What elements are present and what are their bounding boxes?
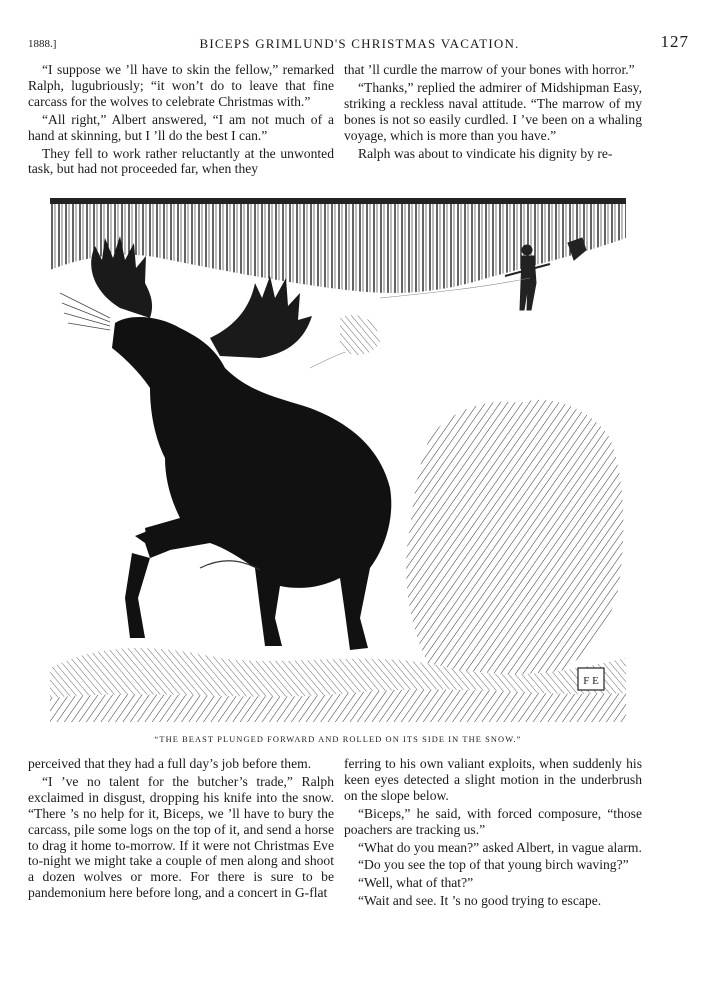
paragraph: “Biceps,” he said, with forced composure, “those poachers are tracking us.” [344, 805, 642, 837]
artist-monogram: F E [583, 675, 599, 687]
paragraph: “What do you mean?” asked Albert, in vague alarm. [358, 839, 642, 855]
paragraph: “All right,” Albert answered, “I am not much of a hand at skinning, but I ’ll do the best I can.” [28, 111, 334, 143]
paragraph: “Well, what of that?” [358, 875, 474, 891]
paragraph: They fell to work rather reluctantly at the unwonted task, but had not proceeded far, when they [28, 145, 334, 177]
paragraph: Ralph was about to vindicate his dignity by re- [358, 145, 613, 161]
running-head [28, 34, 691, 54]
moose [112, 317, 391, 650]
column-bottom-right [344, 756, 642, 911]
column-top-left [28, 62, 334, 179]
column-top-right [344, 62, 642, 163]
paragraph: “Wait and see. It ’s no good trying to escape. [358, 893, 602, 909]
illustration-caption: “THE BEAST PLUNGED FORWARD AND ROLLED ON ITS SIDE IN THE SNOW.” [154, 735, 522, 744]
paragraph: that ’ll curdle the marrow of your bones with horror.” [344, 62, 635, 77]
breath-lines [60, 293, 110, 330]
page-number: 127 [660, 32, 689, 51]
column-bottom-left [28, 756, 334, 903]
paragraph: “I ’ve no talent for the butcher’s trade,” Ralph exclaimed in disgust, dropping his knife into the snow. “There ’s no help for it, Biceps, we ’ll have to bury the carcass, pile some logs on the top of it, and send a horse to drag it home to-morrow. If it were not Christmas Eve to-night we might take a couple of men along and shoot a dozen wolves or more. For there is sure to be pandemonium here before long, and a concert in G-flat [28, 773, 334, 901]
paragraph: “I suppose we ’ll have to skin the fellow,” remarked Ralph, lugubriously; “it won’t do to leave that fine carcass for the wolves to celebrate Christmas with.” [28, 62, 334, 109]
running-title: BICEPS GRIMLUND'S CHRISTMAS VACATION. [199, 36, 520, 51]
paragraph: perceived that they had a full day’s job before them. [28, 756, 312, 771]
paragraph: “Do you see the top of that young birch waving?” [358, 857, 629, 873]
paragraph: ferring to his own valiant exploits, when suddenly his keen eyes detected a slight motion in the underbrush on the slope below. [344, 756, 642, 803]
paragraph: “Thanks,” replied the admirer of Midshipman Easy, striking a reckless naval attitude. “The marrow of my bones is not so easily curdled. I ’ve been on a whaling voyage, which is more than you have.” [344, 79, 642, 143]
moose-illustration [50, 198, 626, 722]
issue-date: 1888.] [28, 38, 57, 50]
